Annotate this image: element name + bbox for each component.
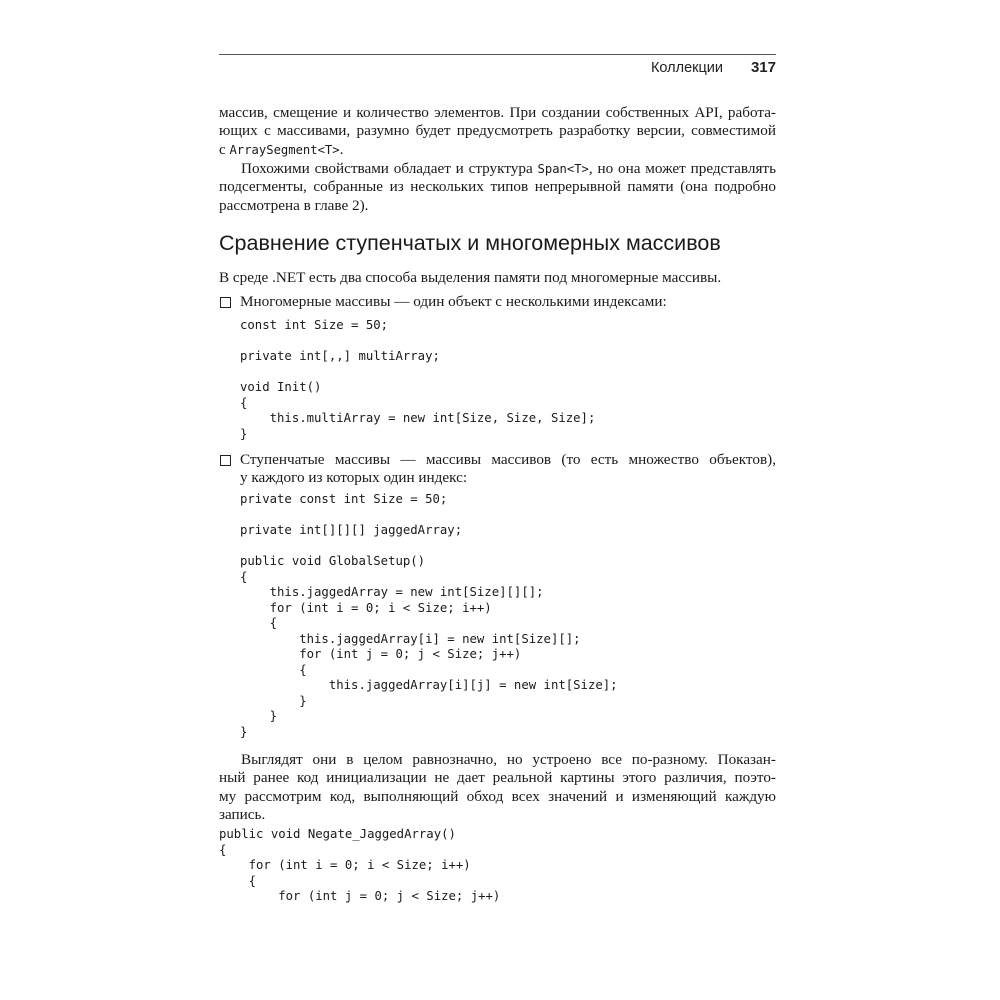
text-line: Ступенчатые массивы — массивы массивов (то есть множество объектов), xyxy=(240,451,776,468)
text-line: запись. xyxy=(219,805,266,823)
text-line: Многомерные массивы — один объект с несколькими индексами: xyxy=(240,293,667,310)
text-line: му рассмотрим код, выполняющий обход всех значений и изменяющий каждую xyxy=(219,787,776,805)
inline-code: Span<T> xyxy=(537,162,589,176)
running-title: Коллекции xyxy=(650,60,723,76)
text-line: ный ранее код инициализации не дает реальной картины этого различия, поэто- xyxy=(219,769,776,787)
text-line: ющих с массивами, разумно будет предусмотреть разработку версии, совместимой xyxy=(219,122,776,140)
code-line xyxy=(240,365,595,381)
page-number: 317 xyxy=(750,59,776,76)
header-rule xyxy=(219,54,776,55)
code-line: for (int i = 0; i < Size; i++) xyxy=(219,858,471,872)
code-line: { xyxy=(219,842,227,857)
code-line: for (int j = 0; j < Size; j++) xyxy=(240,647,522,661)
paragraph-span xyxy=(219,160,776,215)
code-line: public void Negate_JaggedArray() xyxy=(219,827,456,841)
checkbox-bullet-icon xyxy=(220,297,231,308)
code-block xyxy=(240,318,595,442)
code-line: const int Size = 50; xyxy=(240,318,389,332)
code-line: this.jaggedArray[i][j] = new int[Size]; xyxy=(240,678,618,692)
text-line: подсегменты, собранные из нескольких типов непрерывной памяти (она подробно xyxy=(219,178,776,196)
inline-code: ArraySegment<T> xyxy=(229,142,340,157)
text-fragment: с xyxy=(219,140,230,158)
text-line: массив, смещение и количество элементов. При создании собственных API, работа- xyxy=(219,104,776,121)
code-line: } xyxy=(240,426,248,441)
bullet-item xyxy=(240,293,776,311)
code-line: for (int i = 0; i < Size; i++) xyxy=(240,600,492,615)
bullet-item xyxy=(240,451,776,488)
code-line: void Init() xyxy=(240,380,322,394)
code-line xyxy=(240,508,618,524)
code-line: this.multiArray = new int[Size, Size, Size]; xyxy=(240,411,596,425)
text-line: рассмотрена в главе 2). xyxy=(219,196,369,214)
text-fragment: . xyxy=(339,140,344,158)
code-line: } xyxy=(240,693,307,708)
text-line: у каждого из которых один индекс: xyxy=(240,469,468,487)
code-line: this.jaggedArray = new int[Size][][]; xyxy=(240,585,544,599)
text-line: Выглядят они в целом равнозначно, но устроено все по-разному. Показан- xyxy=(241,751,776,768)
code-line: { xyxy=(240,662,307,677)
text-line xyxy=(219,160,776,178)
code-line: this.jaggedArray[i] = new int[Size][]; xyxy=(240,631,581,646)
text-fragment: , но она может представлять xyxy=(588,160,776,177)
code-line: { xyxy=(240,569,248,584)
code-line: private const int Size = 50; xyxy=(240,492,448,506)
code-line xyxy=(240,539,618,555)
paragraph-continuation xyxy=(219,104,776,159)
intro-paragraph xyxy=(219,269,776,287)
code-line: } xyxy=(240,724,248,739)
code-block xyxy=(240,492,618,740)
text-line: В среде .NET есть два способа выделения памяти под многомерные массивы. xyxy=(219,269,722,286)
text-fragment: Похожими свойствами обладает и структура xyxy=(241,160,538,177)
section-heading: Сравнение ступенчатых и многомерных массивов xyxy=(219,231,721,255)
code-block xyxy=(219,827,500,905)
code-line: public void GlobalSetup() xyxy=(240,554,426,568)
text-line xyxy=(219,141,776,159)
code-line: private int[,,] multiArray; xyxy=(240,349,440,363)
code-line: { xyxy=(240,616,278,630)
code-line: private int[][][] jaggedArray; xyxy=(240,523,463,537)
code-line: { xyxy=(219,873,257,888)
code-line: { xyxy=(240,395,248,410)
code-line: for (int j = 0; j < Size; j++) xyxy=(219,889,501,903)
code-line: } xyxy=(240,709,278,723)
code-line xyxy=(240,334,595,350)
paragraph-comparison xyxy=(219,751,776,824)
checkbox-bullet-icon xyxy=(220,455,231,466)
